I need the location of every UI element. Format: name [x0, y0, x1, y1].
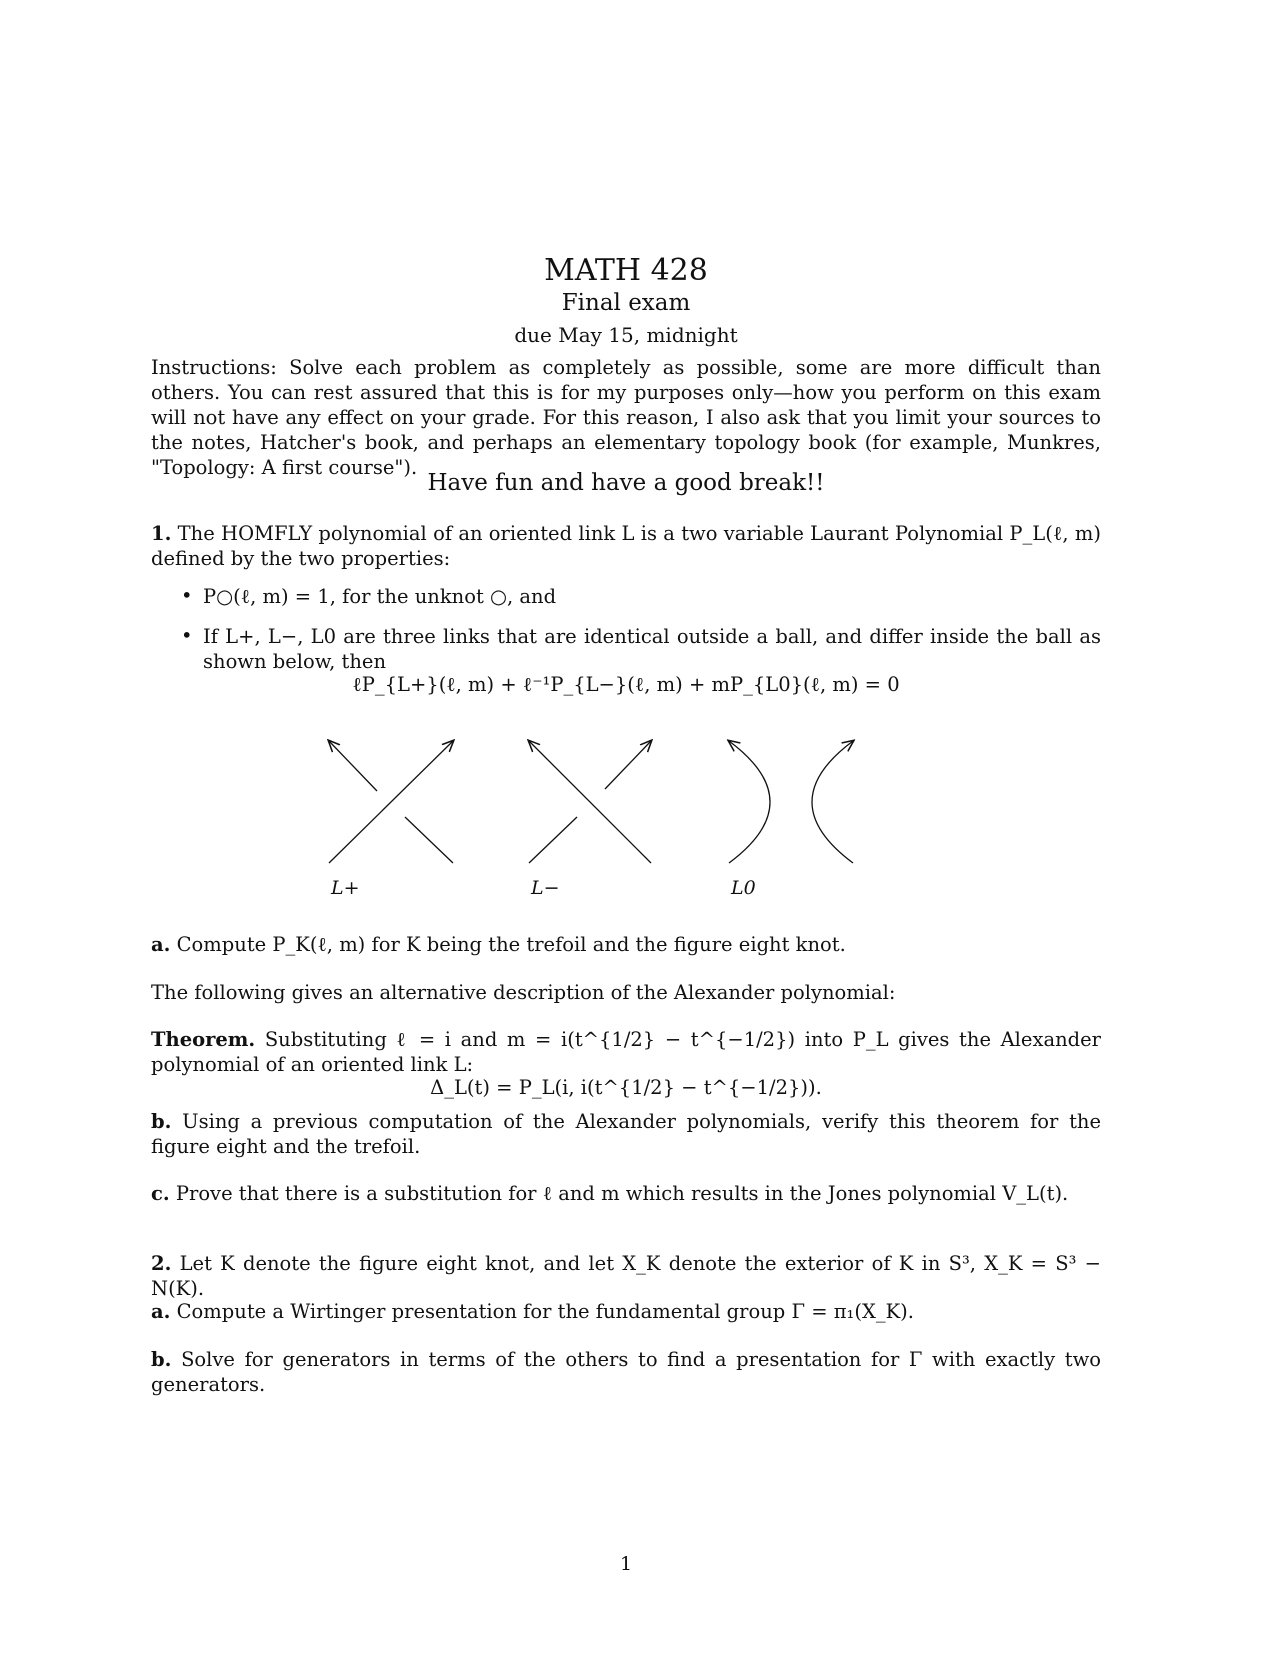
instructions-paragraph: Instructions: Solve each problem as completely as possible, some are more difficult than others. You can rest assured that this is for my purposes only—how you perform on this exam will not have any effect on your grade. For this reason, I also ask that you limit your sources to the notes, Hatcher's book, and perhaps an elementary topology book (for example, Munkres, "Topology: A first course"). — [151, 356, 1101, 479]
skein-relation: ℓP_{L+}(ℓ, m) + ℓ⁻¹P_{L−}(ℓ, m) + mP_{L0}(ℓ, m) = 0 — [352, 673, 900, 696]
problem-2-intro — [151, 1251, 1101, 1301]
theorem-label: Theorem. — [151, 1028, 256, 1051]
property-1: P○(ℓ, m) = 1, for the unknot ○, and — [203, 585, 557, 608]
problem-1-intro-text: The HOMFLY polynomial of an oriented link L is a two variable Laurant Polynomial P_L(ℓ, m) defined by the two properties: — [151, 522, 1101, 570]
smoothing-l-zero — [729, 741, 853, 863]
part-c-text: Prove that there is a substitution for ℓ and m which results in the Jones polynomial V_L(t). — [175, 1182, 1069, 1205]
problem-1-part-c — [151, 1181, 1101, 1206]
part-b-label: b. — [151, 1110, 172, 1133]
alternative-description: The following gives an alternative description of the Alexander polynomial: — [151, 981, 896, 1004]
theorem-formula: Δ_L(t) = P_L(i, i(t^{1/2} − t^{−1/2})). — [430, 1076, 822, 1099]
problem-2-part-b-label: b. — [151, 1348, 172, 1371]
theorem — [151, 1027, 1101, 1077]
problem-2-part-b — [151, 1347, 1101, 1397]
problem-1-part-a — [151, 932, 1101, 957]
skein-crossings-diagram — [321, 735, 861, 875]
label-l-minus: L− — [531, 877, 560, 899]
problem-2-part-a-text: Compute a Wirtinger presentation for the fundamental group Γ = π₁(X_K). — [176, 1300, 914, 1323]
problem-2-part-a-label: a. — [151, 1300, 171, 1323]
part-a-label: a. — [151, 933, 171, 956]
bullet-dot-icon: • — [181, 624, 193, 647]
problem-2-intro-text: Let K denote the figure eight knot, and let X_K denote the exterior of K in S³, X_K = S³ − N(K). — [151, 1252, 1102, 1300]
label-l-zero: L0 — [731, 877, 756, 899]
part-c-label: c. — [151, 1182, 170, 1205]
part-a-text: Compute P_K(ℓ, m) for K being the trefoil and the figure eight knot. — [176, 933, 846, 956]
problem-2-part-b-text: Solve for generators in terms of the others to find a presentation for Γ with exactly two generators. — [151, 1348, 1102, 1396]
theorem-text: Substituting ℓ = i and m = i(t^{1/2} − t^{−1/2}) into P_L gives the Alexander polynomial of an oriented link L: — [151, 1028, 1101, 1076]
property-2: If L+, L−, L0 are three links that are identical outside a ball, and differ inside the ball as shown below, then — [203, 625, 1101, 673]
crossing-l-minus — [529, 741, 651, 863]
label-l-plus: L+ — [331, 877, 360, 899]
bullet-dot-icon: • — [181, 584, 193, 607]
page-number: 1 — [619, 1553, 633, 1575]
crossing-l-plus — [329, 741, 453, 863]
problem-2-part-a — [151, 1299, 1101, 1324]
greeting: Have fun and have a good break!! — [427, 470, 825, 496]
problem-2-number: 2. — [151, 1252, 172, 1275]
problem-1-part-b — [151, 1109, 1101, 1159]
due-date: due May 15, midnight — [514, 323, 738, 347]
problem-1-intro — [151, 521, 1101, 571]
exam-subtitle: Final exam — [561, 290, 691, 316]
part-b-text: Using a previous computation of the Alexander polynomials, verify this theorem for the figure eight and the trefoil. — [151, 1110, 1102, 1158]
course-title: MATH 428 — [544, 253, 708, 288]
problem-1-number: 1. — [151, 522, 172, 545]
